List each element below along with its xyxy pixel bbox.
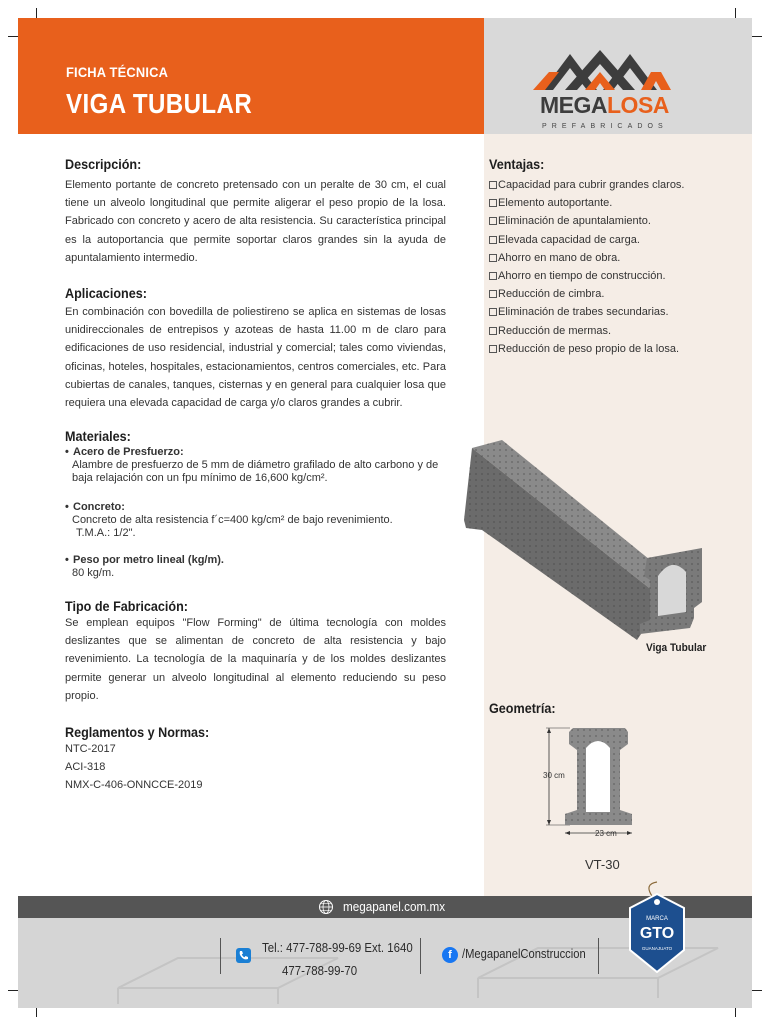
list-item: Elemento autoportante. (489, 194, 685, 212)
svg-text:GTO: GTO (639, 925, 675, 942)
geometria-heading: Geometría: (489, 700, 556, 716)
website-link[interactable]: megapanel.com.mx (343, 899, 446, 914)
checkbox-icon (489, 290, 497, 298)
list-item: Reducción de peso propio de la losa. (489, 340, 685, 358)
list-item: Eliminación de trabes secundarias. (489, 303, 685, 321)
checkbox-icon (489, 181, 497, 189)
facebook-icon: f (442, 947, 458, 963)
material-line: baja relajación con un fpu mínimo de 16,600 kg/cm². (72, 472, 328, 484)
fabricacion-heading: Tipo de Fabricación: (65, 598, 188, 614)
logo-tagline: PREFABRICADOS (542, 123, 668, 130)
divider (598, 938, 599, 974)
norma-item: ACI-318 (65, 761, 106, 773)
divider (420, 938, 421, 974)
checkbox-icon (489, 327, 497, 335)
logo-wordmark (540, 92, 669, 119)
width-label: 23 cm (595, 829, 617, 838)
descripcion-heading: Descripción: (65, 156, 142, 172)
list-item: Eliminación de apuntalamiento. (489, 212, 685, 230)
beam-illustration (462, 430, 712, 645)
logo-losa: LOSA (607, 92, 669, 118)
ventajas-heading: Ventajas: (489, 156, 545, 172)
list-item: Ahorro en mano de obra. (489, 249, 685, 267)
svg-text:GUANAJUATO: GUANAJUATO (641, 946, 673, 951)
material-label: Peso por metro lineal (kg/m). (73, 554, 224, 566)
list-item: Reducción de mermas. (489, 322, 685, 340)
ventajas-list (489, 176, 685, 358)
checkbox-icon (489, 345, 497, 353)
checkbox-icon (489, 254, 497, 262)
checkbox-icon (489, 217, 497, 225)
material-line: 80 kg/m. (72, 567, 115, 579)
list-item: Elevada capacidad de carga. (489, 231, 685, 249)
phone-number[interactable]: Tel.: 477-788-99-69 Ext. 1640 (262, 940, 413, 955)
divider (220, 938, 221, 974)
checkbox-icon (489, 272, 497, 280)
height-label: 30 cm (543, 771, 565, 780)
facebook-link[interactable]: /MegapanelConstruccion (462, 946, 586, 961)
list-item: Capacidad para cubrir grandes claros. (489, 176, 685, 194)
marca-gto-badge-icon (622, 880, 692, 980)
checkbox-icon (489, 199, 497, 207)
norma-item: NMX-C-406-ONNCCE-2019 (65, 779, 203, 791)
logo-mega: MEGA (540, 92, 607, 118)
list-item: Ahorro en tiempo de construcción. (489, 267, 685, 285)
cross-section-diagram (540, 722, 650, 842)
material-line: Alambre de presfuerzo de 5 mm de diámetro grafilado de alto carbono y de (72, 459, 439, 471)
page-title: VIGA TUBULAR (66, 88, 253, 119)
beam-caption: Viga Tubular (646, 642, 707, 654)
header-subtitle: FICHA TÉCNICA (66, 64, 169, 80)
checkbox-icon (489, 308, 497, 316)
material-label: Concreto: (73, 501, 125, 513)
material-line: Concreto de alta resistencia f´c=400 kg/cm² de bajo revenimiento. (72, 514, 393, 526)
normas-heading: Reglamentos y Normas: (65, 724, 210, 740)
model-label: VT-30 (585, 857, 620, 872)
materiales-heading: Materiales: (65, 428, 131, 444)
fabricacion-text: Se emplean equipos "Flow Forming" de última tecnología con moldes deslizantes que se alimentan de concreto de alta resistencia y bajo revenimiento. La tecnología de la maquinaría y de los moldes deslizantes permite generar un alveolo longitudinal al elemento reduciendo su peso propio. (65, 617, 446, 702)
svg-text:MARCA: MARCA (646, 916, 668, 922)
phone-icon (236, 948, 251, 963)
aplicaciones-text: En combinación con bovedilla de poliestireno se aplica en sistemas de losas unidireccionales de entrepisos y azoteas de hasta 11.00 m de claro para edificaciones de uso residencial, industrial y comercial; tales como viviendas, oficinas, hoteles, hospitales, estacionamientos, centros comerciales, etc. Para cubiertas de canales, tanques, cisternas y en general para cualquier losa que requiera una elevada capacidad de carga y/o claros grandes a cubrir. (65, 306, 446, 410)
descripcion-text: Elemento portante de concreto pretensado con un peralte de 30 cm, el cual tiene un alveolo longitudinal que permite aligerar el peso propio de la losa. Fabricado con concreto y acero de alta resistencia. Su característica principal es la autoportancia que permite soportar claros grandes sin la ayuda de apuntalamiento intermedio. (65, 179, 446, 264)
material-line: T.M.A.: 1/2". (76, 527, 136, 539)
phone-number-alt[interactable]: 477-788-99-70 (282, 963, 358, 978)
globe-icon (318, 899, 334, 915)
aplicaciones-heading: Aplicaciones: (65, 285, 147, 301)
list-item: Reducción de cimbra. (489, 285, 685, 303)
checkbox-icon (489, 236, 497, 244)
material-label: Acero de Presfuerzo: (73, 446, 184, 458)
norma-item: NTC-2017 (65, 743, 116, 755)
